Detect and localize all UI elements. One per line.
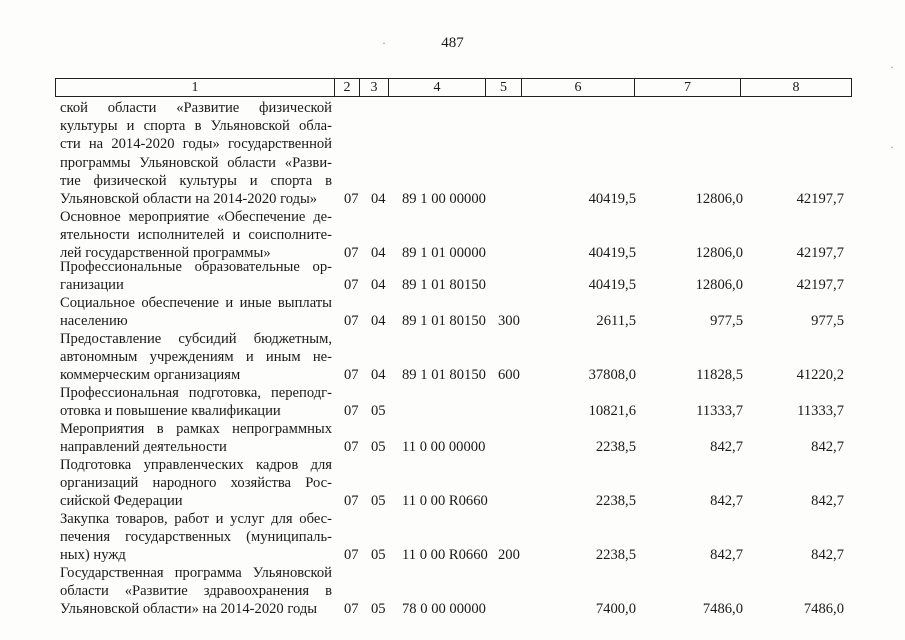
description-line: тие физической культуры и спорта в bbox=[60, 172, 332, 189]
cell-col-8: 842,7 bbox=[811, 439, 844, 456]
cell-col-8: 11333,7 bbox=[797, 403, 844, 420]
cell-col-2: 07 bbox=[344, 493, 359, 510]
scan-mark: · bbox=[382, 36, 386, 50]
description-line: Предоставление субсидий бюджетным, bbox=[60, 331, 332, 347]
description-line: ганизации bbox=[60, 277, 124, 294]
description-line: Социальное обеспечение и иные выплаты bbox=[60, 295, 332, 311]
description-line: Государственная программа Ульяновской bbox=[60, 565, 332, 581]
cell-col-7: 11333,7 bbox=[696, 403, 743, 420]
header-col-5: 5 bbox=[486, 79, 522, 96]
cell-col-2: 07 bbox=[344, 547, 359, 564]
description-line: Ульяновской области на 2014-2020 годы» bbox=[60, 191, 318, 208]
header-col-3: 3 bbox=[360, 79, 389, 96]
cell-col-7: 842,7 bbox=[710, 493, 743, 510]
cell-col-6: 7400,0 bbox=[595, 601, 636, 618]
cell-col-6: 40419,5 bbox=[588, 245, 636, 262]
row-description bbox=[60, 258, 332, 294]
header-col-2: 2 bbox=[335, 79, 360, 96]
description-line: ятельности исполнителей и соисполните- bbox=[60, 227, 332, 244]
scan-mark: · bbox=[890, 60, 894, 74]
page-number: 487 bbox=[441, 35, 464, 51]
cell-col-2: 07 bbox=[344, 439, 359, 456]
header-col-6: 6 bbox=[522, 79, 635, 96]
row-description bbox=[60, 456, 332, 511]
description-line: автономным учреждениям и иным не- bbox=[60, 349, 332, 366]
cell-col-3: 04 bbox=[371, 277, 386, 294]
cell-col-8: 41220,2 bbox=[796, 367, 844, 384]
cell-col-2: 07 bbox=[344, 245, 359, 262]
cell-col-4: 11 0 00 R0660 bbox=[402, 547, 488, 564]
description-line: Закупка товаров, работ и услуг для обес- bbox=[60, 511, 332, 527]
cell-col-4: 89 1 00 00000 bbox=[402, 191, 486, 207]
description-line: Подготовка управленческих кадров для bbox=[60, 457, 332, 473]
cell-col-6: 40419,5 bbox=[588, 277, 636, 294]
cell-col-7: 842,7 bbox=[710, 439, 743, 456]
row-description bbox=[60, 208, 332, 263]
description-line: организаций народного хозяйства Рос- bbox=[60, 475, 332, 492]
header-col-4: 4 bbox=[389, 79, 486, 96]
row-description bbox=[60, 99, 332, 208]
description-line: коммерческим организациям bbox=[60, 367, 241, 384]
description-line: отовка и повышение квалификации bbox=[60, 403, 281, 420]
cell-col-2: 07 bbox=[344, 191, 359, 207]
cell-col-8: 842,7 bbox=[811, 493, 844, 510]
cell-col-5: 300 bbox=[498, 313, 520, 330]
cell-col-6: 37808,0 bbox=[588, 367, 636, 384]
description-line: направлений деятельности bbox=[60, 439, 227, 456]
row-description bbox=[60, 330, 332, 385]
description-line: Профессиональные образовательные ор- bbox=[60, 259, 332, 275]
cell-col-3: 05 bbox=[371, 547, 386, 564]
cell-col-7: 12806,0 bbox=[695, 277, 743, 294]
description-line: Ульяновской области» на 2014-2020 годы bbox=[60, 601, 318, 618]
description-line: Профессиональная подготовка, переподг- bbox=[60, 385, 332, 401]
scan-mark: · bbox=[890, 140, 894, 154]
cell-col-7: 842,7 bbox=[710, 547, 743, 564]
cell-col-4: 78 0 00 00000 bbox=[402, 601, 486, 618]
description-line: Основное мероприятие «Обеспечение де- bbox=[60, 209, 332, 225]
header-col-7: 7 bbox=[635, 79, 741, 96]
cell-col-3: 05 bbox=[371, 403, 386, 420]
cell-col-2: 07 bbox=[344, 277, 359, 294]
cell-col-4: 11 0 00 R0660 bbox=[402, 493, 488, 510]
cell-col-5: 200 bbox=[498, 547, 520, 564]
cell-col-6: 2611,5 bbox=[596, 313, 636, 330]
cell-col-3: 05 bbox=[371, 439, 386, 456]
cell-col-8: 42197,7 bbox=[796, 245, 844, 262]
cell-col-7: 12806,0 bbox=[695, 191, 743, 207]
cell-col-3: 04 bbox=[371, 191, 386, 207]
description-line: ской области «Развитие физической bbox=[60, 100, 332, 116]
cell-col-2: 07 bbox=[344, 601, 359, 618]
cell-col-3: 04 bbox=[371, 245, 386, 262]
cell-col-6: 2238,5 bbox=[595, 493, 636, 510]
description-line: Мероприятия в рамках непрограммных bbox=[60, 421, 332, 437]
row-description bbox=[60, 384, 332, 420]
cell-col-7: 11828,5 bbox=[696, 367, 743, 384]
cell-col-7: 977,5 bbox=[710, 313, 743, 330]
cell-col-2: 07 bbox=[344, 367, 359, 384]
cell-col-6: 2238,5 bbox=[595, 439, 636, 456]
cell-col-2: 07 bbox=[344, 313, 359, 330]
cell-col-8: 42197,7 bbox=[796, 191, 844, 207]
cell-col-3: 04 bbox=[371, 367, 386, 384]
description-line: программы Ульяновской области «Разви- bbox=[60, 154, 332, 171]
description-line: сти на 2014-2020 годы» государственной bbox=[60, 136, 332, 153]
cell-col-6: 2238,5 bbox=[595, 547, 636, 564]
row-description bbox=[60, 564, 332, 619]
row-description bbox=[60, 294, 332, 330]
description-line: печения государственных (муниципаль- bbox=[60, 529, 332, 546]
cell-col-3: 05 bbox=[371, 601, 386, 618]
row-description bbox=[60, 510, 332, 565]
cell-col-3: 05 bbox=[371, 493, 386, 510]
header-col-8: 8 bbox=[792, 80, 800, 95]
cell-col-4: 89 1 01 00000 bbox=[402, 245, 486, 262]
cell-col-4: 89 1 01 80150 bbox=[402, 277, 486, 294]
cell-col-7: 7486,0 bbox=[702, 601, 743, 618]
cell-col-3: 04 bbox=[371, 313, 386, 330]
description-line: сийской Федерации bbox=[60, 493, 183, 510]
description-line: ных) нужд bbox=[60, 547, 126, 564]
cell-col-6: 40419,5 bbox=[588, 191, 636, 207]
cell-col-2: 07 bbox=[344, 403, 359, 420]
cell-col-4: 89 1 01 80150 bbox=[402, 313, 486, 330]
description-line: лей государственной программы» bbox=[60, 245, 271, 262]
cell-col-8: 7486,0 bbox=[803, 601, 844, 618]
table-header bbox=[55, 78, 852, 97]
cell-col-6: 10821,6 bbox=[588, 403, 636, 420]
cell-col-8: 977,5 bbox=[811, 313, 844, 330]
cell-col-8: 842,7 bbox=[811, 547, 844, 564]
description-line: культуры и спорта в Ульяновской обла- bbox=[60, 118, 332, 135]
header-col-1: 1 bbox=[56, 79, 335, 96]
cell-col-4: 89 1 01 80150 bbox=[402, 367, 486, 384]
row-description bbox=[60, 420, 332, 456]
cell-col-4: 11 0 00 00000 bbox=[402, 439, 486, 456]
description-line: населению bbox=[60, 313, 128, 330]
cell-col-8: 42197,7 bbox=[796, 277, 844, 294]
description-line: области «Развитие здравоохранения в bbox=[60, 583, 332, 600]
cell-col-5: 600 bbox=[498, 367, 520, 384]
cell-col-7: 12806,0 bbox=[695, 245, 743, 262]
